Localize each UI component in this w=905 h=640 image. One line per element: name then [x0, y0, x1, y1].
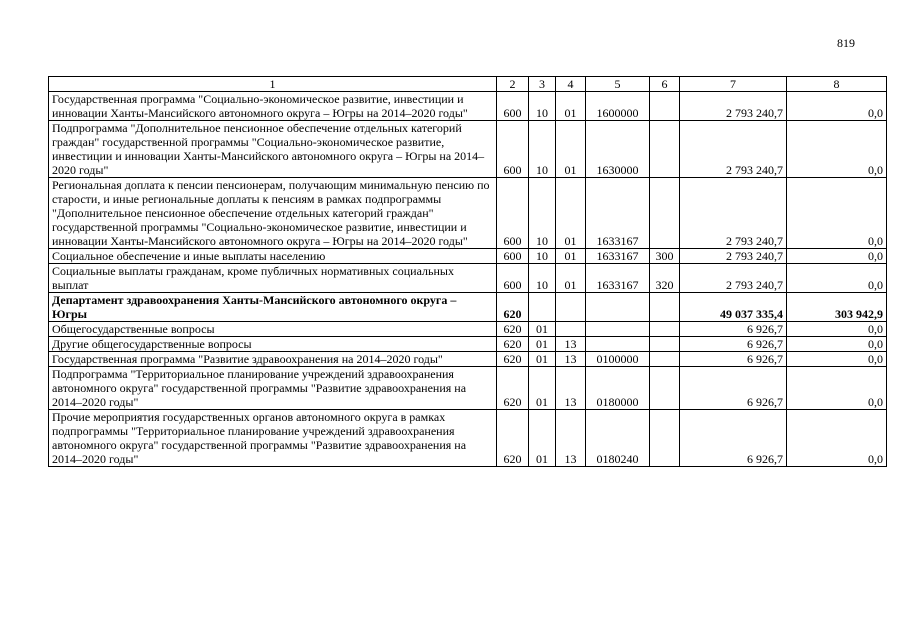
cell-amount-total: 2 793 240,7: [680, 178, 787, 249]
cell-section-code: 10: [529, 178, 556, 249]
cell-section-code: 01: [529, 410, 556, 467]
cell-amount-total: 6 926,7: [680, 367, 787, 410]
row-name: Другие общегосударственные вопросы: [49, 337, 497, 352]
cell-amount-total: 6 926,7: [680, 352, 787, 367]
table-row: [49, 322, 887, 337]
page-number: 819: [837, 36, 855, 50]
row-name: Государственная программа "Развитие здравоохранения на 2014–2020 годы": [49, 352, 497, 367]
cell-subsection-code: 01: [556, 264, 586, 293]
table-row: [49, 337, 887, 352]
cell-section-code: 10: [529, 121, 556, 178]
row-name: Социальное обеспечение и иные выплаты населению: [49, 249, 497, 264]
cell-ministry-code: 620: [497, 293, 529, 322]
budget-table: [48, 76, 887, 467]
header-cell: 6: [650, 77, 680, 92]
cell-target-code: 1633167: [586, 249, 650, 264]
cell-section-code: [529, 293, 556, 322]
row-name: Прочие мероприятия государственных органов автономного округа в рамках подпрограммы "Территориальное планирование учреждений здравоохранения автономного округа" государственной программы "Развитие здравоохранения на 2014–2020 годы": [49, 410, 497, 467]
cell-target-code: 1600000: [586, 92, 650, 121]
cell-amount-total: 2 793 240,7: [680, 249, 787, 264]
cell-amount-total: 6 926,7: [680, 322, 787, 337]
row-name: Общегосударственные вопросы: [49, 322, 497, 337]
cell-section-code: 10: [529, 264, 556, 293]
cell-ministry-code: 600: [497, 92, 529, 121]
row-name: Региональная доплата к пенсии пенсионерам, получающим минимальную пенсию по старости, и иные региональные доплаты к пенсиям в рамках подпрограммы "Дополнительное пенсионное обеспечение отдельных категорий граждан" государственной программы "Социально-экономическое развитие, инвестиции и инновации Ханты-Мансийского автономного округа – Югры на 2014–2020 годы": [49, 178, 497, 249]
table-row: [49, 352, 887, 367]
table-row: [49, 121, 887, 178]
cell-ministry-code: 600: [497, 178, 529, 249]
table-row: [49, 178, 887, 249]
table-row: [49, 293, 887, 322]
cell-subsection-code: 13: [556, 352, 586, 367]
cell-target-code: 0180240: [586, 410, 650, 467]
cell-expense-type: [650, 92, 680, 121]
cell-amount-total: 6 926,7: [680, 337, 787, 352]
cell-ministry-code: 620: [497, 410, 529, 467]
cell-section-code: 10: [529, 249, 556, 264]
cell-target-code: [586, 293, 650, 322]
cell-amount-total: 6 926,7: [680, 410, 787, 467]
cell-expense-type: [650, 352, 680, 367]
header-row: [49, 77, 887, 92]
row-name: Подпрограмма "Дополнительное пенсионное обеспечение отдельных категорий граждан" государственной программы "Социально-экономическое развитие, инвестиции и инновации Ханты-Мансийского автономного округа – Югры на 2014–2020 годы": [49, 121, 497, 178]
cell-amount-subvention: 0,0: [787, 121, 887, 178]
cell-section-code: 01: [529, 367, 556, 410]
cell-expense-type: [650, 410, 680, 467]
table-row: [49, 92, 887, 121]
cell-subsection-code: [556, 322, 586, 337]
table-row: [49, 367, 887, 410]
cell-amount-subvention: 0,0: [787, 92, 887, 121]
cell-target-code: [586, 322, 650, 337]
cell-amount-total: 49 037 335,4: [680, 293, 787, 322]
cell-expense-type: [650, 322, 680, 337]
cell-target-code: 0100000: [586, 352, 650, 367]
cell-expense-type: [650, 293, 680, 322]
cell-expense-type: [650, 121, 680, 178]
cell-subsection-code: 01: [556, 92, 586, 121]
cell-target-code: 1633167: [586, 264, 650, 293]
cell-amount-subvention: 0,0: [787, 249, 887, 264]
cell-section-code: 01: [529, 352, 556, 367]
header-cell: 7: [680, 77, 787, 92]
table-row: [49, 410, 887, 467]
cell-target-code: 1633167: [586, 178, 650, 249]
header-cell: 3: [529, 77, 556, 92]
cell-ministry-code: 620: [497, 352, 529, 367]
header-cell: 1: [49, 77, 497, 92]
cell-subsection-code: 01: [556, 178, 586, 249]
cell-subsection-code: 13: [556, 410, 586, 467]
cell-subsection-code: 13: [556, 337, 586, 352]
cell-ministry-code: 600: [497, 121, 529, 178]
cell-expense-type: [650, 178, 680, 249]
cell-expense-type: 320: [650, 264, 680, 293]
cell-expense-type: 300: [650, 249, 680, 264]
cell-subsection-code: 13: [556, 367, 586, 410]
cell-amount-subvention: 0,0: [787, 178, 887, 249]
row-name: Государственная программа "Социально-экономическое развитие, инвестиции и инновации Ханты-Мансийского автономного округа – Югры на 2014–2020 годы": [49, 92, 497, 121]
cell-ministry-code: 620: [497, 322, 529, 337]
row-name: Социальные выплаты гражданам, кроме публичных нормативных социальных выплат: [49, 264, 497, 293]
header-cell: 5: [586, 77, 650, 92]
cell-section-code: 01: [529, 337, 556, 352]
cell-ministry-code: 620: [497, 367, 529, 410]
cell-amount-subvention: 0,0: [787, 322, 887, 337]
cell-amount-subvention: 0,0: [787, 410, 887, 467]
cell-amount-subvention: 0,0: [787, 352, 887, 367]
cell-amount-subvention: 0,0: [787, 367, 887, 410]
cell-amount-total: 2 793 240,7: [680, 92, 787, 121]
table-row: [49, 249, 887, 264]
row-name: Подпрограмма "Территориальное планирование учреждений здравоохранения автономного округа" государственной программы "Развитие здравоохранения на 2014–2020 годы": [49, 367, 497, 410]
row-name: Департамент здравоохранения Ханты-Мансийского автономного округа – Югры: [49, 293, 497, 322]
cell-expense-type: [650, 337, 680, 352]
cell-amount-total: 2 793 240,7: [680, 121, 787, 178]
cell-expense-type: [650, 367, 680, 410]
cell-section-code: 10: [529, 92, 556, 121]
header-cell: 2: [497, 77, 529, 92]
cell-ministry-code: 620: [497, 337, 529, 352]
cell-subsection-code: [556, 293, 586, 322]
header-cell: 8: [787, 77, 887, 92]
cell-ministry-code: 600: [497, 249, 529, 264]
header-cell: 4: [556, 77, 586, 92]
cell-amount-subvention: 303 942,9: [787, 293, 887, 322]
cell-amount-subvention: 0,0: [787, 264, 887, 293]
cell-target-code: 0180000: [586, 367, 650, 410]
cell-amount-subvention: 0,0: [787, 337, 887, 352]
cell-ministry-code: 600: [497, 264, 529, 293]
table-row: [49, 264, 887, 293]
cell-section-code: 01: [529, 322, 556, 337]
cell-subsection-code: 01: [556, 121, 586, 178]
cell-amount-total: 2 793 240,7: [680, 264, 787, 293]
cell-target-code: 1630000: [586, 121, 650, 178]
cell-subsection-code: 01: [556, 249, 586, 264]
cell-target-code: [586, 337, 650, 352]
